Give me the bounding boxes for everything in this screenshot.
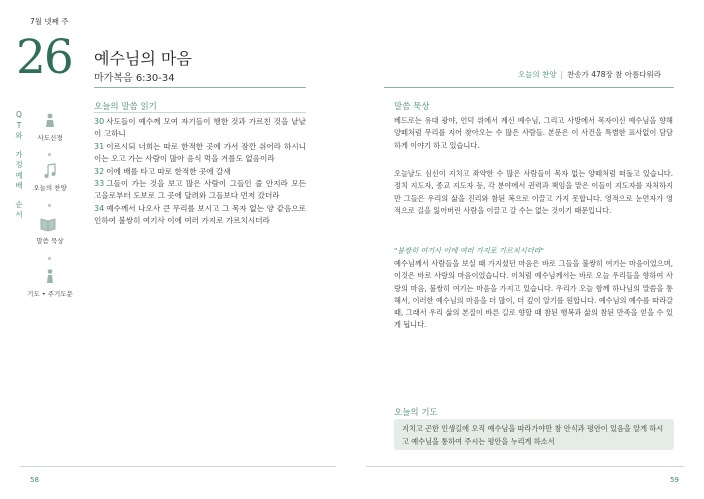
- step-label-creed: 사도신경: [37, 134, 63, 142]
- person-icon: [39, 112, 61, 132]
- meditation-quote: "불쌍히 여기사 이에 여러 가지로 가르치시더라": [394, 246, 544, 255]
- step-label-hymn: 오늘의 찬양: [33, 184, 67, 192]
- week-label: 7월 넷째 주: [30, 17, 69, 26]
- verse: 30 사도들이 예수께 모여 자기들이 행한 것과 가르친 것을 낱낱이 고하니: [94, 117, 306, 139]
- music-note-icon: [39, 163, 61, 183]
- book-icon: [37, 216, 59, 236]
- scripture-reference: 마가복음 6:30-34: [94, 73, 175, 84]
- prayer-title: 오늘의 기도: [394, 408, 438, 418]
- verse: 32 이에 배를 타고 따로 한적한 곳에 갈새: [94, 166, 231, 176]
- header-divider: [94, 87, 306, 88]
- hymn-label: 오늘의 찬양: [517, 70, 557, 79]
- page-number-right: 59: [670, 476, 679, 484]
- meditation-paragraph-1: 베드로는 유대 광야, 언덕 위에서 계신 예수님, 그리고 사방에서 목자이신 예수님을 향해 양떼처럼 무리를 지어 찾아오는 수 많은 사람들. 본문은 이 사건을 특별한 표사없이 담담하게 이야기 하고 있습니다.: [394, 116, 673, 150]
- verse: 31 이르시되 너희는 따로 한적한 곳에 가서 잠깐 쉬어라 하시니 이는 오고 가는 사람이 많아 음식 먹을 겨를도 없음이라: [94, 141, 306, 164]
- step-label-meditation: 말씀 묵상: [36, 237, 64, 245]
- reading-title: 오늘의 말씀 읽기: [94, 102, 157, 112]
- verse: 33 그들이 가는 것을 보고 많은 사람이 그들인 줄 안지라 모든 고을로부터 도보로 그 곳에 달려와 그들보다 먼저 갔더라: [94, 179, 306, 201]
- footer-divider-right: [366, 466, 684, 467]
- step-dot: [48, 153, 51, 156]
- page-title: 예수님의 마음: [94, 49, 192, 68]
- footer-divider: [20, 466, 336, 467]
- hymn-of-the-day: 오늘의 찬양 | 찬송가 478장 참 아름다워라: [517, 70, 661, 79]
- reading-passage: [94, 116, 306, 228]
- meditation-paragraph-2: 오늘날도 심신이 지치고 좌약한 수 많은 사람들이 목자 없는 양떼처럼 떠돌고 있습니다. 정치 지도자, 종교 지도자 등, 각 분야에서 권력과 책임을 맡은 이들이 지도자를 자처하지만 그들은 우리의 삶을 진리와 참된 복으로 이끌고 가지 못합니다. 영적으로 눈먼자가 영적으로 길을 잃어버린 사람을 이끌고 갈 수는 없는 것이기 때문입니다.: [394, 169, 673, 215]
- hymn-title: 찬송가 478장 참 아름다워라: [567, 70, 661, 79]
- header-divider-right: [384, 87, 674, 88]
- praying-icon: [39, 268, 61, 288]
- step-dot: [48, 204, 51, 207]
- step-label-prayer: 기도 • 주기도문: [27, 290, 73, 298]
- meditation-title: 말씀 묵상: [394, 102, 430, 112]
- meditation-paragraph-3: 예수님께서 사람들을 보실 때 가지셨던 마음은 바로 그들을 불쌍히 여기는 마음이었으며, 이것은 바로 사랑의 마음이었습니다. 이처럼 예수님께서는 바로 오늘 우리들을 향하여 사랑의 마음, 불쌍히 여기는 마음을 가지고 있습니다. 우리가 오늘 함께 하나님의 말씀을 통해서, 이러한 예수님의 마음을 더 많이, 더 깊이 알기를 원합니다. 예수님의 예수를 따라갈 때, 그래서 우리 삶의 본질이 바른 길로 향할 때 참된 행복과 삶의 참된 만족을 얻을 수 있게 됩니다.: [394, 259, 673, 330]
- side-label: Q T 와 가 정 예 배 순 서: [15, 110, 23, 219]
- step-dot: [48, 257, 51, 260]
- page-number-left: 58: [30, 476, 39, 484]
- day-number: 26: [16, 30, 72, 85]
- reading-divider: [94, 112, 306, 113]
- prayer-text: 지치고 곤한 인생길에 오직 예수님을 따라가야만 참 안식과 평안이 있음을 알게 하시고 예수님을 통하여 주시는 평안을 누리게 하소서: [402, 424, 664, 446]
- verse: 34 예수께서 나오사 큰 무리를 보시고 그 목자 없는 양 같음으로 인하여 불쌍히 여기사 이에 여러 가지로 가르치시더라: [94, 203, 306, 226]
